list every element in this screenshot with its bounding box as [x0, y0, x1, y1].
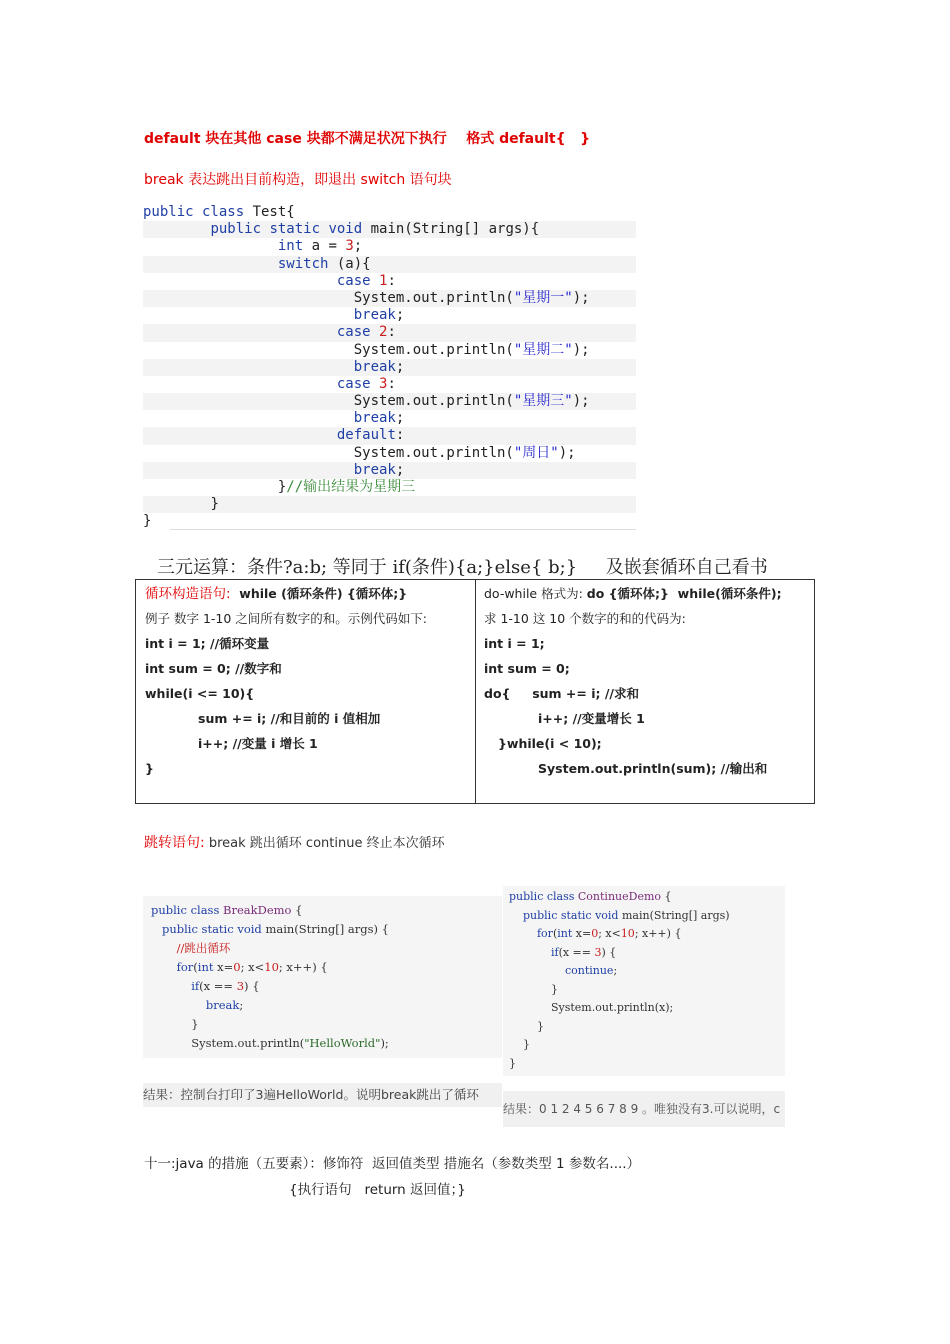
- code-line: System.out.println("周日");: [353, 444, 576, 461]
- while-title: 循环构造语句: while (循环条件) {循环体;}: [145, 586, 408, 602]
- do-while-example: 求 1-10 这 10 个数字的和的代码为:: [484, 611, 686, 626]
- code-line: case 3:: [336, 375, 396, 392]
- do-while-code-line: int sum = 0;: [484, 661, 570, 676]
- code-line: }: [523, 1038, 530, 1051]
- code-line: switch (a){: [143, 256, 636, 273]
- code-line: default:: [143, 427, 636, 444]
- do-while-title: do-while 格式为: do {循环体;} while(循环条件);: [484, 586, 782, 601]
- continue-demo-code: [503, 886, 785, 1076]
- code-line: case 1:: [336, 272, 396, 289]
- ternary-description: 三元运算：条件?a:b; 等同于 if(条件){a;}else{ b;} 及嵌套循环自己看书: [157, 557, 768, 578]
- code-line: break;: [143, 359, 636, 376]
- code-line: System.out.println("星期一");: [143, 290, 636, 307]
- code-line: for(int x=0; x<10; x++) {: [176, 960, 328, 974]
- loop-table: [135, 579, 815, 804]
- method-description: 十一:java 的措施（五要素）：修饰符 返回值类型 措施名（参数类型 1 参数名....）: [144, 1156, 641, 1172]
- code-line: break;: [143, 462, 636, 479]
- code-line: System.out.println("星期二");: [353, 341, 590, 358]
- code-line: }: [143, 513, 152, 530]
- break-result: 结果：控制台打印了3遍HelloWorld。说明break跳出了循环: [143, 1083, 502, 1107]
- default-description: default 块在其他 case 块都不满足状况下执行 格式 default{ }: [144, 131, 591, 147]
- code-line: if(x == 3) {: [191, 979, 260, 993]
- jump-description: 跳转语句: break 跳出循环 continue 终止本次循环: [144, 835, 445, 851]
- code-line: public static void main(String[] args) {: [161, 922, 389, 936]
- code-line: System.out.println("星期三");: [143, 393, 636, 410]
- code-line: //跳出循环: [176, 941, 231, 955]
- code-line: public static void main(String[] args){: [143, 221, 636, 238]
- while-cell: [145, 585, 427, 785]
- while-code-line: sum += i; //和目前的 i 值相加: [198, 711, 381, 726]
- do-while-code-line: System.out.println(sum); //输出和: [538, 761, 768, 776]
- while-code-line: }: [145, 761, 154, 776]
- while-code-line: int i = 1; //循环变量: [145, 636, 270, 651]
- switch-code-block: [143, 204, 636, 531]
- while-code-line: int sum = 0; //数字和: [145, 661, 282, 676]
- code-line: continue;: [564, 964, 618, 977]
- code-line: public class ContinueDemo {: [509, 890, 672, 903]
- do-while-code-line: int i = 1;: [484, 636, 545, 651]
- code-divider: [170, 529, 636, 530]
- break-description: break 表达跳出目前构造，即退出 switch 语句块: [144, 172, 452, 188]
- do-while-code-line: do{ sum += i; //求和: [484, 686, 639, 701]
- break-demo-code: [143, 896, 502, 1058]
- code-line: break;: [205, 998, 244, 1012]
- while-code-line: while(i <= 10){: [145, 686, 255, 701]
- table-divider: [475, 580, 476, 803]
- code-line: }: [509, 1056, 516, 1070]
- while-code-line: i++; //变量 i 增长 1: [198, 736, 318, 751]
- method-body: {执行语句 return 返回值；}: [289, 1182, 466, 1198]
- code-line: System.out.println(x);: [550, 1001, 674, 1014]
- code-line: public class BreakDemo {: [151, 903, 303, 917]
- code-line: int a = 3;: [277, 238, 363, 255]
- code-line: for(int x=0; x<10; x++) {: [536, 927, 682, 940]
- code-line: case 2:: [143, 324, 636, 341]
- while-example: 例子 数字 1-10 之间所有数字的和。示例代码如下:: [145, 611, 428, 626]
- code-line: }: [143, 496, 636, 513]
- code-line: public class Test{: [143, 204, 295, 220]
- code-line: break;: [353, 410, 405, 427]
- do-while-cell: [484, 585, 782, 785]
- code-line: break;: [353, 307, 405, 324]
- continue-result: 结果：0 1 2 4 5 6 7 8 9 。唯独没有3.可以说明，c: [503, 1091, 785, 1127]
- code-line: }: [191, 1017, 199, 1031]
- code-line: if(x == 3) {: [550, 945, 617, 959]
- do-while-code-line: i++; //变量增长 1: [538, 711, 645, 726]
- code-line: }: [536, 1019, 544, 1033]
- code-line: System.out.println("HelloWorld");: [191, 1036, 389, 1050]
- code-line: }: [550, 982, 558, 996]
- do-while-code-line: }while(i < 10);: [498, 736, 602, 751]
- code-line: public static void main(String[] args): [523, 908, 730, 922]
- code-line: }//输出结果为星期三: [277, 479, 416, 495]
